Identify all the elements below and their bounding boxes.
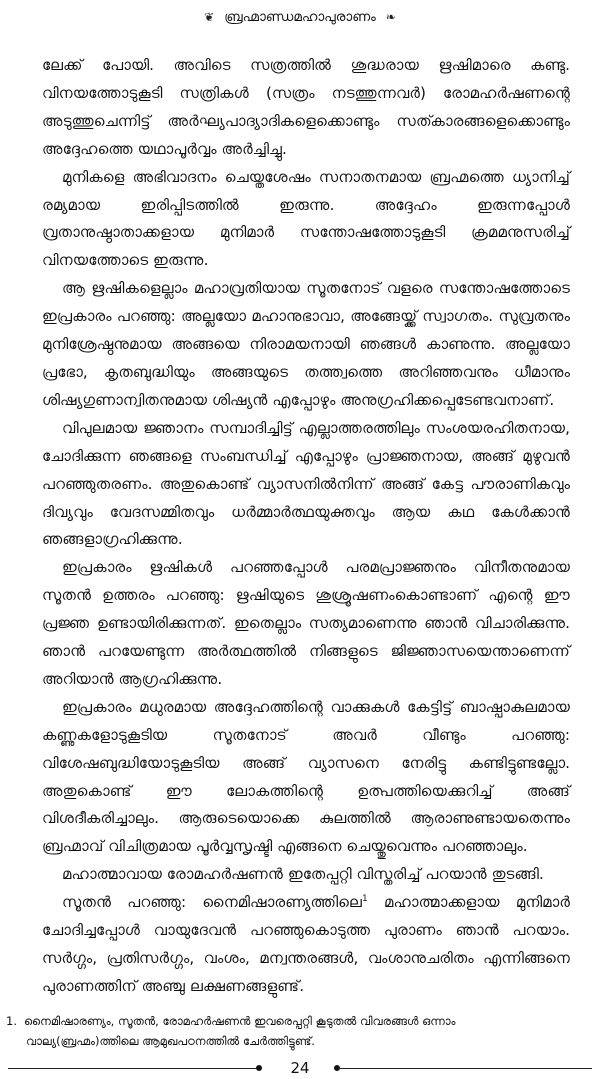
footnote — [6, 1011, 562, 1051]
footer-dot-left-icon — [256, 1065, 262, 1071]
right-ornament-icon: ❧ — [385, 10, 396, 24]
page-footer — [0, 1058, 600, 1078]
left-ornament-icon: ❦ — [204, 10, 215, 24]
footnote-text-1: നൈമിഷാരണ്യം, സൂതൻ, രോമഹർഷണൻ ഇവരെപ്പറ്റി കൂടുതൽ വിവരങ്ങൾ ഒന്നാം — [24, 1014, 456, 1028]
page-number: 24 — [290, 1059, 310, 1077]
paragraph-7: മഹാത്മാവായ രോമഹർഷണൻ ഇതേപ്പറ്റി വിസ്തരിച്ച് പറയാൻ തുടങ്ങി. — [62, 865, 544, 884]
paragraph-4: വിപുലമായ ജ്ഞാനം സമ്പാദിച്ചിട്ട് എല്ലാത്തരത്തിലും സംശയരഹിതനായ, ചോദിക്കുന്ന ഞങ്ങളെ സംബന്ധിച്ച് എപ്പോഴും പ്രാജ്ഞനായ, അങ്ങ് മുഴുവൻ പറഞ്ഞുതരണം. അതുകൊണ്ട് വ്യാസനിൽനിന്ന് അങ്ങ് കേട്ട പൗരാണികവും ദിവ്യവും വേദസമ്മിതവും ധർമ്മാർത്ഥയുക്തവും ആയ കഥ കേൾക്കാൻ ഞങ്ങളാഗ്രഹിക്കുന്നു. — [42, 418, 570, 549]
main-text — [42, 52, 570, 1001]
paragraph-5: ഇപ്രകാരം ഋഷികൾ പറഞ്ഞപ്പോൾ പരമപ്രാജ്ഞനും വിനീതനുമായ സൂതൻ ഉത്തരം പറഞ്ഞു: ഋഷിയുടെ ശുശ്രൂഷണംകൊണ്ടാണ് എന്റെ ഈ പ്രജ്ഞ ഉണ്ടായിരിക്കുന്നത്. ഇതെല്ലാം സത്യമാണെന്നു ഞാൻ വിചാരിക്കുന്നു. ഞാൻ പറയേണ്ടുന്ന അർത്ഥത്തിൽ നിങ്ങളുടെ ജിജ്ഞാസയെന്താണെന്ന് അറിയാൻ ആഗ്രഹിക്കുന്നു. — [42, 558, 570, 688]
footnote-text-2: വാല്യ(ബ്രഹ്മം)ത്തിലെ ആമുഖപഠനത്തിൽ ചേർത്തിട്ടുണ്ട്. — [26, 1034, 315, 1048]
footnote-reference[interactable]: 1 — [362, 894, 368, 905]
paragraph-8-start: സൂതൻ പറഞ്ഞു: നൈമിഷാരണ്യത്തിലെ — [62, 893, 362, 912]
paragraph-6: ഇപ്രകാരം മധുരമായ അദ്ദേഹത്തിന്റെ വാക്കുകൾ കേട്ടിട്ട് ബാഷ്പാകുലമായ കണ്ണുകളോടുകൂടിയ സൂതനോട് അവർ വീണ്ടും പറഞ്ഞു: വിശേഷബുദ്ധിയോടുകൂടിയ അങ്ങ് വ്യാസനെ നേരിട്ടു കണ്ടിട്ടുണ്ടല്ലോ. അതുകൊണ്ട് ഈ ലോകത്തിന്റെ ഉത്പത്തിയെക്കുറിച്ച് അങ്ങ് വിശദീകരിച്ചാലും. ആരുടെയൊക്കെ കുലത്തിൽ ആരാണുണ്ടായതെന്നും ബ്രഹ്മാവ് വിചിത്രമായ പൂർവ്വസൃഷ്ടി എങ്ങനെ ചെയ്തുവെന്നും പറഞ്ഞാലും. — [42, 697, 570, 856]
paragraph-1: ലേക്ക് പോയി. അവിടെ സത്രത്തിൽ ശുദ്ധരായ ഋഷിമാരെ കണ്ടു. വിനയത്തോടുകൂടി സത്രികൾ (സത്രം നടത്തുന്നവർ) രോമഹർഷണന്റെ അടുത്തുചെന്നിട്ട് അർഘ്യപാദ്യാദികളെക്കൊണ്ടും സത്കാരങ്ങളെക്കൊണ്ടും അദ്ദേഹത്തെ യഥാപൂർവ്വം അർച്ചിച്ചു. — [42, 56, 570, 158]
footnote-number: 1. — [6, 1014, 17, 1028]
footer-rule-left — [8, 1068, 258, 1069]
paragraph-8-rest: മഹാത്മാക്കളായ മുനിമാർ ചോദിച്ചപ്പോൾ വായുദേവൻ പറഞ്ഞുകൊടുത്ത പുരാണം ഞാൻ പറയാം. സർഗ്ഗം, പ്രതിസർഗ്ഗം, വംശം, മന്വന്തരങ്ങൾ, വംശാനുചരിതം എന്നിങ്ങനെ പുരാണത്തിന് അഞ്ചു ലക്ഷണങ്ങളുണ്ട്. — [42, 893, 570, 995]
paragraph-2: മുനികളെ അഭിവാദനം ചെയ്തശേഷം സനാതനമായ ബ്രഹ്മത്തെ ധ്യാനിച്ച് രമ്യമായ ഇരിപ്പിടത്തിൽ ഇരുന്നു. അദ്ദേഹം ഇരുന്നപ്പോൾ വ്രതാനുഷ്ഠാതാക്കളായ മുനിമാർ സന്തോഷത്തോടുകൂടി ക്രമമനുസരിച്ച് വിനയത്തോടെ ഇരുന്നു. — [42, 167, 570, 270]
book-title: ബ്രഹ്മാണ്ഡമഹാപുരാണം — [224, 9, 376, 25]
footnote-line-1 — [6, 1011, 562, 1031]
paragraph-8 — [42, 889, 570, 1001]
paragraph-3: ആ ഋഷികളെല്ലാം മഹാവ്രതിയായ സൂതനോട് വളരെ സന്തോഷത്തോടെ ഇപ്രകാരം പറഞ്ഞു: അല്ലയോ മഹാനുഭാവാ, അങ്ങേയ്ക്ക് സ്വാഗതം. സുവ്രതനും മുനിശ്രേഷ്ഠനുമായ അങ്ങയെ നിരാമയനായി ഞങ്ങൾ കാണുന്നു. അല്ലയോ പ്രഭോ, കൃതബുദ്ധിയും അങ്ങയുടെ തത്ത്വത്തെ അറിഞ്ഞവനും ധീമാനും ശിഷ്യഗുണാന്വിതനുമായ ശിഷ്യൻ എപ്പോഴും അനുഗ്രഹിക്കപ്പെടേണ്ടവനാണ്. — [42, 279, 570, 409]
footer-rule-right — [338, 1068, 592, 1069]
running-header — [0, 4, 600, 30]
